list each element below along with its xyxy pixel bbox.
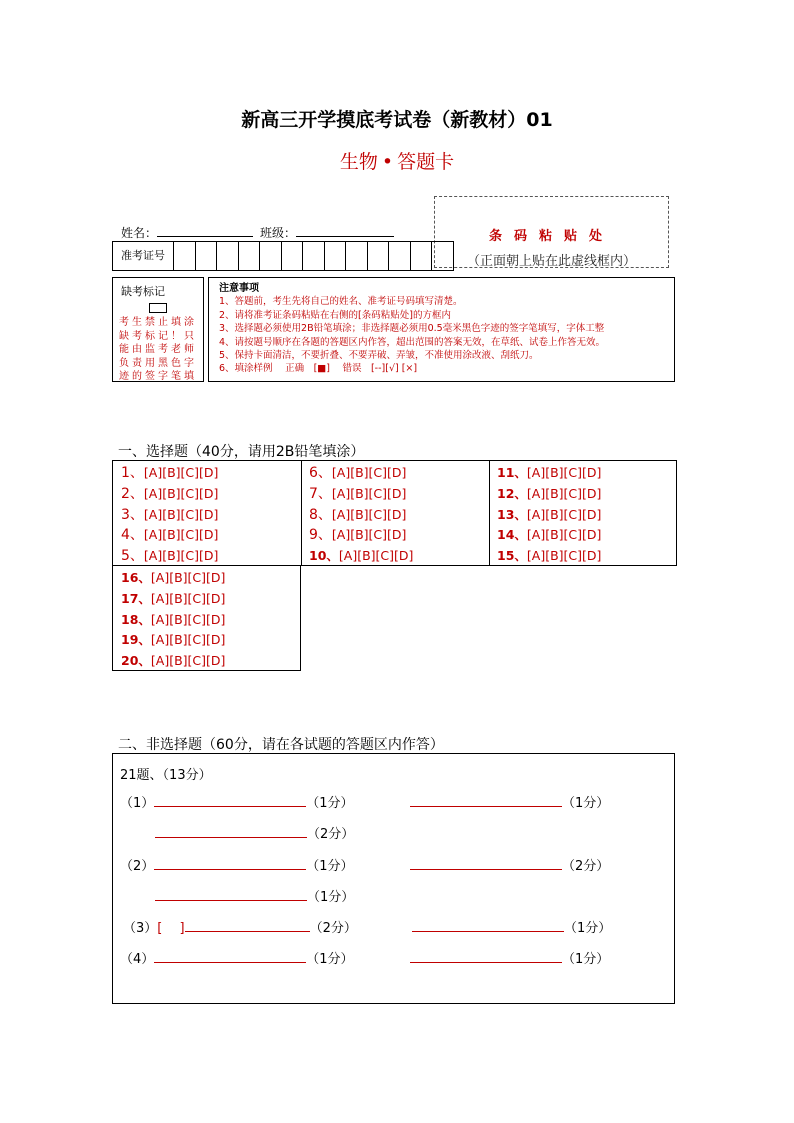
absent-note: 考生禁止填涂缺考标记！只能由监考老师负责用黑色字迹的签字笔填 [119,317,197,382]
answer-line[interactable] [154,805,306,807]
exam-id-cell[interactable] [325,242,347,270]
question-row[interactable]: 16、[A][B][C][D] [121,570,226,585]
exam-id-cell[interactable] [260,242,282,270]
question-row[interactable]: 10、[A][B][C][D] [309,548,414,564]
question-row[interactable]: 18、[A][B][C][D] [121,611,226,627]
absent-mark-box [112,277,204,382]
question-row[interactable]: 4、[A][B][C][D] [121,527,219,544]
points-label: （2分） [307,827,355,842]
exam-id-cell[interactable] [346,242,368,270]
q21-title: 21题、（13分） [120,768,212,783]
question-row[interactable]: 2、[A][B][C][D] [121,485,219,502]
answer-line[interactable] [155,899,307,901]
question-row[interactable]: 20、[A][B][C][D] [121,653,226,669]
question-row[interactable]: 19、[A][B][C][D] [121,632,226,648]
question-row[interactable]: 17、[A][B][C][D] [121,590,226,606]
answer-line[interactable] [410,961,562,963]
instruction-item: 5、保持卡面清洁，不要折叠、不要弄破、弄皱，不准使用涂改液、刮纸刀。 [219,350,539,362]
part-label: （3） [123,921,158,936]
barcode-hint: （正面朝上贴在此虚线框内） [466,254,636,269]
choice-bracket[interactable]: [ ] [157,921,185,936]
answer-line[interactable] [410,805,562,807]
points-label: （2分） [309,921,357,936]
answer-area-q21 [112,753,675,1004]
points-label: （1分） [306,952,354,967]
exam-title: 新高三开学摸底考试卷（新教材）01 [241,109,553,131]
barcode-title: 条码粘贴处 [488,229,614,244]
question-row[interactable]: 15、[A][B][C][D] [497,548,602,564]
mcq-block-16-20 [112,565,301,671]
exam-id-cell[interactable] [411,242,433,270]
points-label: （1分） [562,952,610,967]
points-label: （1分） [307,890,355,905]
instructions-box [208,277,675,382]
card-subtitle [0,147,794,174]
exam-id-cell[interactable] [282,242,304,270]
exam-id-cell[interactable] [239,242,261,270]
part-label: （1） [120,796,155,811]
question-row[interactable]: 1、[A][B][C][D] [121,465,219,481]
mcq-block-1-15 [112,460,677,566]
subject-dot: • [381,151,394,173]
answer-row [412,917,611,936]
answer-row [120,792,354,811]
part-label: （4） [120,952,155,967]
points-label: （1分） [306,859,354,874]
answer-line[interactable] [154,868,306,870]
question-row[interactable]: 13、[A][B][C][D] [497,506,602,522]
answer-line[interactable] [154,961,306,963]
question-row[interactable]: 8、[A][B][C][D] [309,506,407,523]
question-row[interactable]: 9、[A][B][C][D] [309,527,407,544]
absent-checkbox[interactable] [149,303,167,313]
answer-line[interactable] [185,930,310,932]
card-label: 答题卡 [397,151,455,173]
answer-row [410,792,609,811]
points-label: （1分） [562,796,610,811]
question-row[interactable]: 5、[A][B][C][D] [121,548,219,565]
exam-id-cell[interactable] [368,242,390,270]
points-label: （2分） [562,859,610,874]
section1-heading: 一、选择题（40分，请用2B铅笔填涂） [118,444,365,460]
points-label: （1分） [564,921,612,936]
question-row[interactable]: 14、[A][B][C][D] [497,527,602,543]
question-row[interactable]: 3、[A][B][C][D] [121,506,219,523]
name-field[interactable] [157,235,253,237]
question-row[interactable]: 6、[A][B][C][D] [309,465,407,481]
answer-line[interactable] [412,930,564,932]
exam-id-cell[interactable] [303,242,325,270]
exam-id-cell[interactable] [217,242,239,270]
barcode-area [434,196,669,268]
instruction-item: 3、选择题必须使用2B铅笔填涂；非选择题必须用0.5毫米黑色字迹的签字笔填写，字体工整 [219,323,605,335]
answer-row [155,886,354,905]
answer-row [123,917,357,936]
question-row[interactable]: 11、[A][B][C][D] [497,465,602,480]
exam-id-row [112,241,454,271]
exam-id-cell[interactable] [196,242,218,270]
subject-label: 生物 [339,151,378,173]
name-row [121,224,253,241]
absent-title: 缺考标记 [121,285,165,298]
instruction-item: 2、请将准考证条码粘贴在右侧的[条码粘贴处]的方框内 [219,309,451,321]
answer-row [410,855,609,874]
answer-line[interactable] [155,836,307,838]
class-field[interactable] [296,235,394,237]
instruction-item: 4、请按题号顺序在各题的答题区内作答，超出范围的答案无效，在草纸、试卷上作答无效。 [219,336,606,348]
instruction-item: 6、填涂样例 正确 [■] 错误 [--][√] [×] [219,363,418,375]
question-row[interactable]: 7、[A][B][C][D] [309,485,407,502]
exam-id-label: 准考证号 [113,242,174,270]
instruction-item: 1、答题前，考生先将自己的姓名、准考证号码填写清楚。 [219,296,463,308]
answer-row [155,823,354,842]
answer-row [120,948,354,967]
part-label: （2） [120,859,155,874]
answer-row [120,855,354,874]
question-row[interactable]: 12、[A][B][C][D] [497,485,602,501]
exam-id-cell[interactable] [432,242,453,270]
class-row [260,224,394,241]
instructions-title: 注意事项 [219,283,259,294]
class-label: 班级： [260,226,297,240]
exam-id-cell[interactable] [389,242,411,270]
points-label: （1分） [306,796,354,811]
exam-id-cell[interactable] [174,242,196,270]
answer-line[interactable] [410,868,562,870]
section2-heading: 二、非选择题（60分，请在各试题的答题区内作答） [118,737,444,753]
name-label: 姓名： [121,226,158,240]
answer-row [410,948,609,967]
